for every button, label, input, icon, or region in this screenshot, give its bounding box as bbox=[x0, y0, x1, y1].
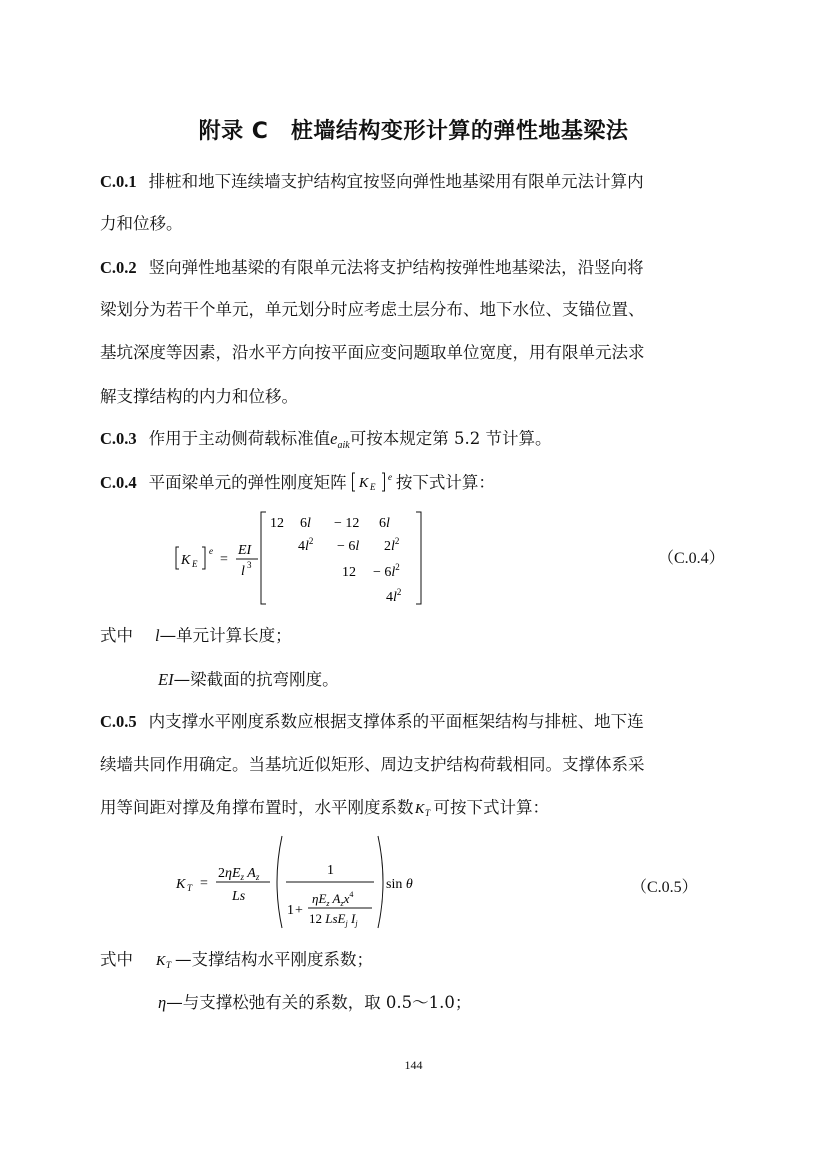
svg-text:=: = bbox=[220, 552, 228, 567]
page-number: 144 bbox=[404, 1058, 423, 1072]
where-eta bbox=[158, 983, 798, 1023]
clause-text: 用等间距对撑及角撑布置时，水平刚度系数 bbox=[100, 798, 414, 817]
fraction-ei-over-l3 bbox=[236, 543, 258, 579]
where-l bbox=[100, 616, 740, 656]
svg-text:l: l bbox=[241, 564, 245, 579]
stiffness-matrix bbox=[261, 512, 421, 605]
symbol-eta: η bbox=[158, 993, 167, 1012]
clause-label: C.0.5 bbox=[100, 712, 137, 731]
symbol-desc: —与支撑松弛有关的系数，取 0.5～1.0； bbox=[166, 993, 472, 1012]
where-head: 式中 bbox=[100, 950, 133, 969]
where-kt bbox=[100, 940, 740, 980]
svg-text:E: E bbox=[192, 559, 198, 569]
svg-text:K: K bbox=[156, 954, 166, 969]
clause-c02 bbox=[100, 248, 740, 288]
clause-label: C.0.2 bbox=[100, 258, 137, 277]
lhs-ke bbox=[176, 546, 228, 569]
equation-number-c05: （C.0.5） bbox=[631, 879, 698, 896]
symbol-desc: —支撑结构水平刚度系数； bbox=[175, 950, 373, 969]
clause-c02-line2: 梁划分为若干个单元，单元划分时应考虑土层分布、地下水位、支锚位置、 bbox=[100, 300, 645, 319]
svg-text:T: T bbox=[187, 883, 193, 893]
clause-text: 作用于主动侧荷载标准值 bbox=[148, 429, 331, 448]
clause-c02-line3: 基坑深度等因素，沿水平方向按平面应变问题取单位宽度，用有限单元法求 bbox=[100, 343, 645, 362]
svg-text:ηEz Azx4: $\eta E_z$ $A_zx^4$ bbox=[312, 890, 354, 908]
symbol-desc: —梁截面的抗弯刚度。 bbox=[173, 670, 339, 689]
clause-text-end: 可按下式计算： bbox=[433, 798, 549, 817]
svg-text:12: 12 bbox=[342, 565, 356, 580]
svg-text:K: K bbox=[414, 802, 424, 817]
svg-text:12: 12 bbox=[270, 516, 284, 531]
sin-theta: sin θ bbox=[386, 877, 413, 892]
svg-text:4l2: $4l^2$ bbox=[386, 587, 402, 605]
clause-text-end: 按下式计算： bbox=[395, 473, 495, 492]
symbol-e: e bbox=[330, 429, 338, 448]
svg-text:− 6l2: − $6l^2$ bbox=[373, 562, 400, 580]
svg-text:+: + bbox=[295, 903, 303, 918]
svg-text:1: 1 bbox=[287, 903, 294, 918]
symbol-l: l bbox=[155, 626, 160, 645]
clause-text: 排桩和地下连续墙支护结构宜按竖向弹性地基梁用有限单元法计算内 bbox=[148, 172, 644, 191]
matrix-ke-inline bbox=[352, 469, 396, 495]
equation-c05 bbox=[172, 832, 432, 932]
svg-text:3: 3 bbox=[247, 560, 252, 570]
svg-text:T: T bbox=[166, 960, 172, 970]
svg-text:E: E bbox=[369, 482, 376, 492]
svg-text:4l2: $4l^2$ bbox=[298, 536, 314, 554]
svg-text:EI: EI bbox=[238, 543, 252, 558]
clause-text: 平面梁单元的弹性刚度矩阵 bbox=[148, 473, 347, 492]
where-head: 式中 bbox=[100, 626, 133, 645]
svg-text:K: K bbox=[358, 476, 369, 491]
symbol-kt-inline bbox=[414, 798, 434, 818]
svg-text:T: T bbox=[424, 808, 430, 818]
svg-text:K: K bbox=[176, 877, 186, 892]
clause-text: 内支撑水平刚度系数应根据支撑体系的平面框架结构与排桩、地下连 bbox=[148, 712, 644, 731]
svg-text:=: = bbox=[200, 876, 208, 891]
svg-text:K: K bbox=[181, 553, 191, 568]
clause-c05-line3 bbox=[100, 788, 740, 828]
equation-number-c04: （C.0.4） bbox=[658, 550, 725, 567]
clause-c01-cont: 力和位移。 bbox=[100, 214, 183, 233]
clause-c05-line2: 续墙共同作用确定。当基坑近似矩形、周边支护结构荷载相同。支撑体系采 bbox=[100, 755, 645, 774]
symbol-kt bbox=[155, 950, 175, 970]
clause-c01 bbox=[100, 162, 740, 202]
clause-c02-line4: 解支撑结构的内力和位移。 bbox=[100, 387, 298, 406]
clause-c04 bbox=[100, 463, 740, 503]
lhs-kt bbox=[175, 876, 208, 893]
svg-text:12 LsEj Ij: 12 LsE$_j$ $I_j$ bbox=[309, 911, 358, 928]
clause-text: 竖向弹性地基梁的有限单元法将支护结构按弹性地基梁法，沿竖向将 bbox=[148, 258, 644, 277]
clause-text-end: 可按本规定第 5.2 节计算。 bbox=[349, 429, 552, 448]
where-ei bbox=[158, 660, 798, 700]
fraction-outer bbox=[216, 866, 270, 904]
svg-text:− 12: − 12 bbox=[334, 516, 360, 531]
clause-label: C.0.4 bbox=[100, 473, 137, 492]
svg-text:6l: 6l bbox=[379, 516, 390, 531]
svg-text:2l2: $2l^2$ bbox=[384, 536, 400, 554]
page-title: 附录 C 桩墙结构变形计算的弹性地基梁法 bbox=[198, 119, 629, 144]
svg-text:e: e bbox=[209, 546, 213, 556]
clause-label: C.0.1 bbox=[100, 172, 137, 191]
svg-text:2ηEz Az: $2\eta E_z$ $A_z$ bbox=[218, 866, 260, 882]
equation-c04 bbox=[170, 508, 440, 608]
symbol-ei: EI bbox=[158, 670, 174, 689]
svg-text:Ls: Ls bbox=[232, 889, 246, 904]
svg-text:e: e bbox=[387, 472, 392, 482]
parenthesized-term bbox=[277, 836, 383, 928]
clause-label: C.0.3 bbox=[100, 429, 137, 448]
svg-text:6l: 6l bbox=[300, 516, 311, 531]
svg-text:− 6l: − 6l bbox=[337, 539, 360, 554]
clause-c03 bbox=[100, 419, 740, 466]
svg-text:1: 1 bbox=[327, 863, 334, 878]
symbol-desc: —单元计算长度； bbox=[159, 626, 292, 645]
symbol-sub: aik bbox=[337, 440, 350, 451]
clause-c05 bbox=[100, 702, 740, 742]
